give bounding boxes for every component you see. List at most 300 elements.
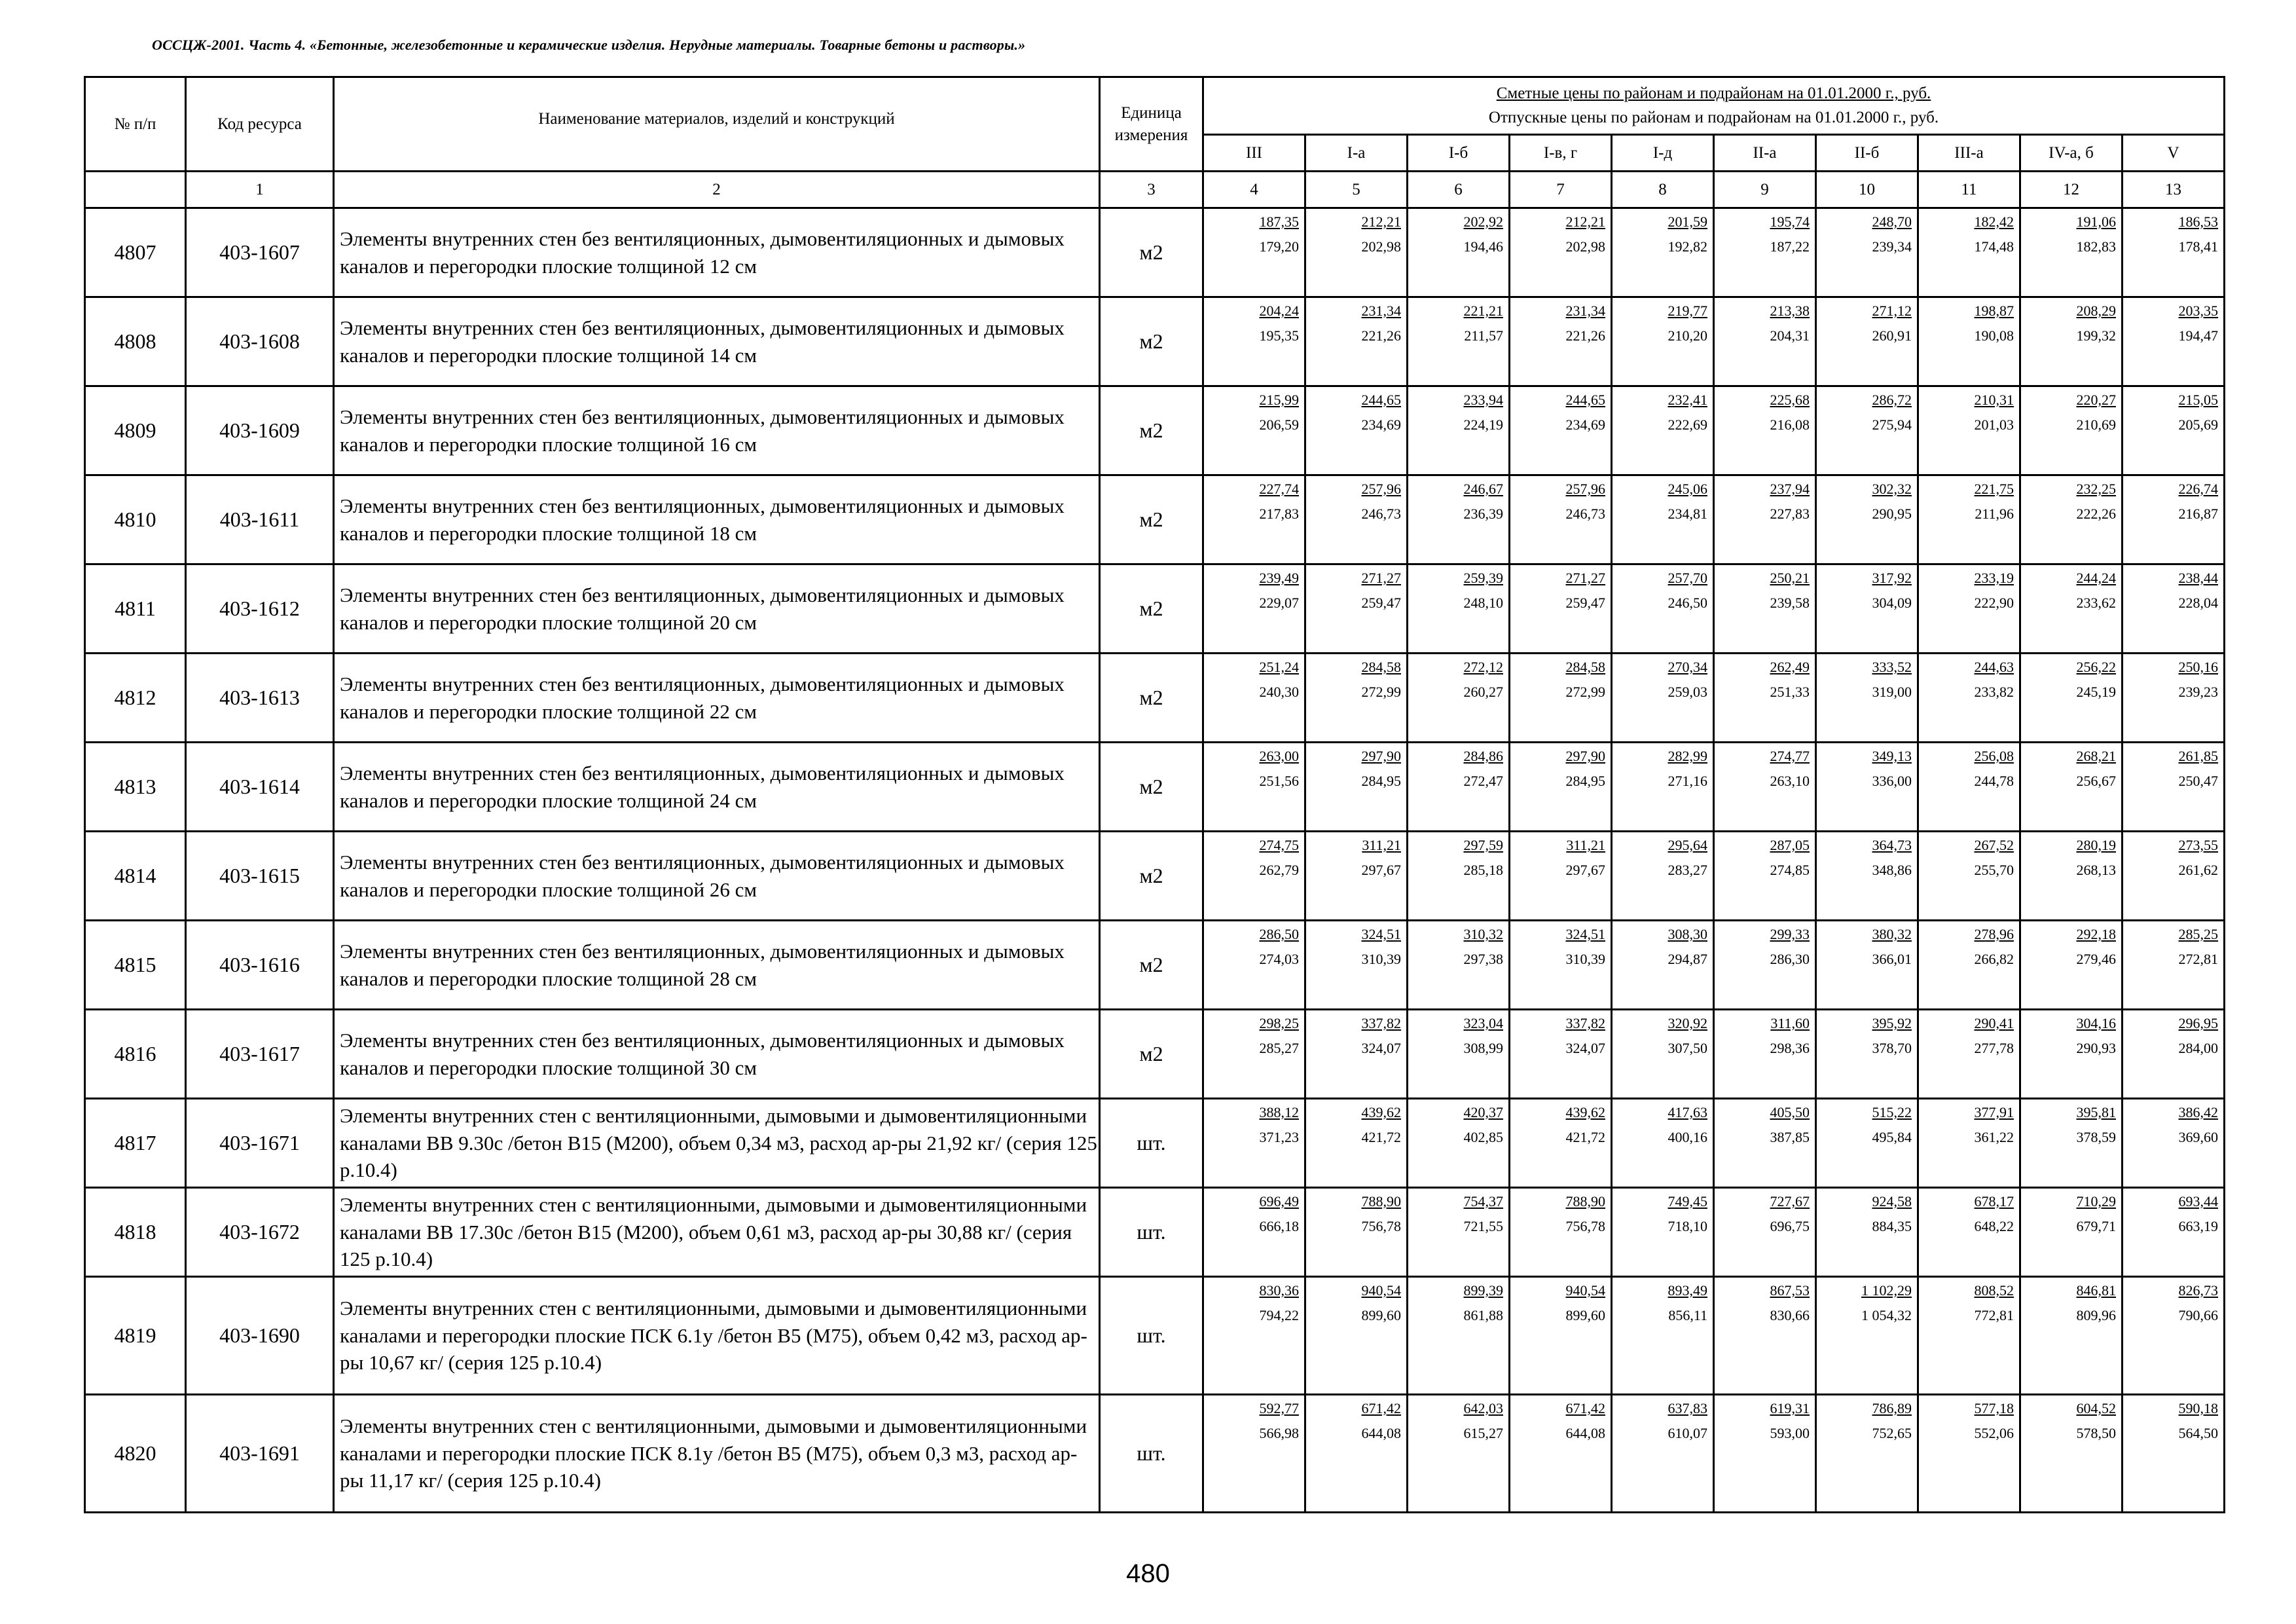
price-cell: [2123, 475, 2225, 564]
estimate-price: 788,90: [1565, 1193, 1605, 1209]
estimate-price: 244,63: [1974, 659, 2014, 675]
table-row: [85, 297, 2225, 386]
release-price: 290,93: [2076, 1039, 2116, 1056]
release-price: 202,98: [1565, 238, 1605, 255]
estimate-price: 285,25: [2178, 926, 2219, 942]
price-cell: [1918, 208, 2020, 297]
release-price: 644,08: [1361, 1424, 1401, 1441]
estimate-price: 271,27: [1565, 570, 1605, 586]
estimate-price: 388,12: [1259, 1104, 1299, 1120]
estimate-price: 310,32: [1463, 926, 1503, 942]
price-cell: [1305, 1099, 1408, 1188]
release-price: 272,81: [2178, 950, 2219, 967]
estimate-price: 284,86: [1463, 748, 1503, 764]
price-cell: [1203, 1395, 1305, 1513]
estimate-price: 867,53: [1770, 1282, 1810, 1299]
price-cell: [1918, 921, 2020, 1010]
estimate-price: 287,05: [1770, 837, 1810, 853]
release-price: 283,27: [1667, 861, 1707, 878]
price-cell: [1612, 297, 1714, 386]
release-price: 324,07: [1361, 1039, 1401, 1056]
price-cell: [2020, 1277, 2123, 1395]
region-header: II-а: [1714, 135, 1816, 172]
release-price: 187,22: [1770, 238, 1810, 255]
release-price: 274,85: [1770, 861, 1810, 878]
release-price: 222,26: [2076, 505, 2116, 522]
estimate-price: 187,35: [1259, 213, 1299, 230]
row-number: 4812: [85, 654, 186, 743]
estimate-price: 273,55: [2178, 837, 2219, 853]
table-row: [85, 1188, 2225, 1277]
estimate-price: 262,49: [1770, 659, 1810, 675]
price-cell: [1714, 208, 1816, 297]
estimate-price: 251,24: [1259, 659, 1299, 675]
price-cell: [1408, 297, 1510, 386]
release-price: 644,08: [1565, 1424, 1605, 1441]
price-cell: [1203, 297, 1305, 386]
release-price: 272,99: [1565, 683, 1605, 700]
release-price: 756,78: [1361, 1217, 1401, 1234]
release-price: 297,67: [1361, 861, 1401, 878]
estimate-price: 215,05: [2178, 392, 2219, 408]
estimate-price: 377,91: [1974, 1104, 2014, 1120]
price-cell: [2020, 297, 2123, 386]
row-number: 4816: [85, 1010, 186, 1099]
table-row: [85, 208, 2225, 297]
estimate-price: 250,16: [2178, 659, 2219, 675]
resource-code: 403-1617: [186, 1010, 334, 1099]
release-price: 371,23: [1259, 1128, 1299, 1145]
estimate-price: 405,50: [1770, 1104, 1810, 1120]
release-price: 260,91: [1872, 327, 1912, 344]
price-cell: [1612, 1099, 1714, 1188]
release-price: 275,94: [1872, 416, 1912, 433]
estimate-price: 290,41: [1974, 1015, 2014, 1031]
estimate-price: 256,22: [2076, 659, 2116, 675]
price-cell: [2020, 386, 2123, 475]
page-number: 480: [1126, 1559, 1170, 1588]
table-row: [85, 921, 2225, 1010]
estimate-price: 297,90: [1565, 748, 1605, 764]
price-cell: [1510, 743, 1612, 832]
table-row: [85, 1395, 2225, 1513]
release-price: 246,73: [1361, 505, 1401, 522]
price-cell: [1408, 386, 1510, 475]
price-cell: [2020, 564, 2123, 654]
price-cell: [1203, 1277, 1305, 1395]
price-cell: [1203, 1010, 1305, 1099]
unit-of-measure: м2: [1100, 386, 1203, 475]
price-cell: [1203, 743, 1305, 832]
unit-of-measure: шт.: [1100, 1395, 1203, 1513]
row-number: 4810: [85, 475, 186, 564]
release-price: 856,11: [1668, 1306, 1707, 1323]
release-price: 348,86: [1872, 861, 1912, 878]
estimate-price: 208,29: [2076, 303, 2116, 319]
material-name: Элементы внутренних стен без вентиляционных, дымовентиляционных и дымовых каналов и перегородки плоские толщиной 20 см: [334, 564, 1100, 654]
table-row: [85, 832, 2225, 921]
release-price: 268,13: [2076, 861, 2116, 878]
release-price: 721,55: [1463, 1217, 1503, 1234]
estimate-price: 246,67: [1463, 481, 1503, 497]
release-price: 239,23: [2178, 683, 2219, 700]
unit-of-measure: м2: [1100, 475, 1203, 564]
table-row: [85, 654, 2225, 743]
release-price: 809,96: [2076, 1306, 2116, 1323]
price-cell: [1612, 1188, 1714, 1277]
price-cell: [1408, 1099, 1510, 1188]
price-cell: [1918, 386, 2020, 475]
release-price: 378,70: [1872, 1039, 1912, 1056]
release-price: 294,87: [1667, 950, 1707, 967]
region-header: I-д: [1612, 135, 1714, 172]
estimate-price: 284,58: [1361, 659, 1401, 675]
price-table: [84, 76, 2225, 1513]
estimate-price: 439,62: [1361, 1104, 1401, 1120]
price-cell: [2123, 921, 2225, 1010]
price-cell: [1408, 564, 1510, 654]
price-cell: [1612, 208, 1714, 297]
material-name: Элементы внутренних стен без вентиляционных, дымовентиляционных и дымовых каналов и перегородки плоские толщиной 22 см: [334, 654, 1100, 743]
region-header: V: [2123, 135, 2225, 172]
price-cell: [1612, 743, 1714, 832]
estimate-price: 263,00: [1259, 748, 1299, 764]
column-number: 1: [186, 172, 334, 208]
price-cell: [1918, 475, 2020, 564]
release-price: 246,73: [1565, 505, 1605, 522]
release-price: 216,08: [1770, 416, 1810, 433]
price-cell: [1510, 1188, 1612, 1277]
material-name: Элементы внутренних стен без вентиляционных, дымовентиляционных и дымовых каналов и перегородки плоские толщиной 12 см: [334, 208, 1100, 297]
release-price: 899,60: [1361, 1306, 1401, 1323]
price-cell: [1816, 208, 1918, 297]
header-code: Код ресурса: [186, 77, 334, 172]
release-price: 336,00: [1872, 772, 1912, 789]
price-cell: [1714, 1188, 1816, 1277]
release-price: 179,20: [1259, 238, 1299, 255]
estimate-price: 940,54: [1361, 1282, 1401, 1299]
price-cell: [1510, 1099, 1612, 1188]
row-number: 4820: [85, 1395, 186, 1513]
estimate-price: 515,22: [1872, 1104, 1912, 1120]
price-cell: [1203, 1099, 1305, 1188]
release-price: 211,96: [1975, 505, 2014, 522]
release-price: 244,78: [1974, 772, 2014, 789]
estimate-price: 590,18: [2178, 1400, 2219, 1416]
region-header: II-б: [1816, 135, 1918, 172]
price-cell: [1918, 1395, 2020, 1513]
release-price: 240,30: [1259, 683, 1299, 700]
estimate-price: 239,49: [1259, 570, 1299, 586]
header-prices: [1203, 77, 2225, 135]
price-cell: [2020, 832, 2123, 921]
estimate-price: 244,65: [1361, 392, 1401, 408]
estimate-price: 380,32: [1872, 926, 1912, 942]
estimate-price: 678,17: [1974, 1193, 2014, 1209]
estimate-price: 220,27: [2076, 392, 2116, 408]
row-number: 4807: [85, 208, 186, 297]
price-cell: [1714, 921, 1816, 1010]
estimate-price: 259,39: [1463, 570, 1503, 586]
estimate-price: 219,77: [1667, 303, 1707, 319]
row-number: 4808: [85, 297, 186, 386]
material-name: Элементы внутренних стен без вентиляционных, дымовентиляционных и дымовых каналов и перегородки плоские толщиной 26 см: [334, 832, 1100, 921]
estimate-price: 349,13: [1872, 748, 1912, 764]
price-cell: [1305, 297, 1408, 386]
release-price: 199,32: [2076, 327, 2116, 344]
release-price: 194,47: [2178, 327, 2219, 344]
price-cell: [2123, 832, 2225, 921]
release-price: 211,57: [1464, 327, 1503, 344]
price-cell: [1918, 832, 2020, 921]
column-number: 9: [1714, 172, 1816, 208]
release-price: 285,27: [1259, 1039, 1299, 1056]
estimate-price: 231,34: [1565, 303, 1605, 319]
release-price: 402,85: [1463, 1128, 1503, 1145]
price-cell: [1918, 1010, 2020, 1099]
estimate-price: 295,64: [1667, 837, 1707, 853]
estimate-price: 298,25: [1259, 1015, 1299, 1031]
price-cell: [1510, 921, 1612, 1010]
estimate-price: 282,99: [1667, 748, 1707, 764]
price-cell: [1816, 1277, 1918, 1395]
price-cell: [1203, 386, 1305, 475]
row-number: 4819: [85, 1277, 186, 1395]
release-price: 298,36: [1770, 1039, 1810, 1056]
release-price: 261,62: [2178, 861, 2219, 878]
price-cell: [1612, 564, 1714, 654]
release-price: 227,83: [1770, 505, 1810, 522]
price-cell: [1305, 654, 1408, 743]
price-cell: [1203, 1188, 1305, 1277]
estimate-price: 577,18: [1974, 1400, 2014, 1416]
price-cell: [1816, 386, 1918, 475]
price-cell: [1408, 208, 1510, 297]
region-header: I-в, г: [1510, 135, 1612, 172]
price-cell: [1612, 832, 1714, 921]
price-cell: [2020, 1099, 2123, 1188]
estimate-price: 202,92: [1463, 213, 1503, 230]
price-cell: [1714, 654, 1816, 743]
row-number: 4809: [85, 386, 186, 475]
release-price: 233,62: [2076, 594, 2116, 611]
estimate-price: 198,87: [1974, 303, 2014, 319]
price-cell: [2123, 1395, 2225, 1513]
estimate-price: 204,24: [1259, 303, 1299, 319]
resource-code: 403-1611: [186, 475, 334, 564]
release-price: 233,82: [1974, 683, 2014, 700]
price-cell: [1510, 832, 1612, 921]
release-price: 262,79: [1259, 861, 1299, 878]
release-price: 228,04: [2178, 594, 2219, 611]
column-number: 10: [1816, 172, 1918, 208]
region-header: III: [1203, 135, 1305, 172]
release-price: 222,69: [1667, 416, 1707, 433]
release-price: 271,16: [1667, 772, 1707, 789]
estimate-price: 210,31: [1974, 392, 2014, 408]
table-row: [85, 1099, 2225, 1188]
estimate-price: 237,94: [1770, 481, 1810, 497]
price-cell: [2123, 1099, 2225, 1188]
estimate-price: 592,77: [1259, 1400, 1299, 1416]
estimate-price: 302,32: [1872, 481, 1912, 497]
release-price: 210,20: [1667, 327, 1707, 344]
estimate-price: 826,73: [2178, 1282, 2219, 1299]
release-price: 224,19: [1463, 416, 1503, 433]
estimate-price: 233,19: [1974, 570, 2014, 586]
price-cell: [1918, 564, 2020, 654]
estimate-price: 278,96: [1974, 926, 2014, 942]
estimate-price: 195,74: [1770, 213, 1810, 230]
estimate-price: 324,51: [1565, 926, 1605, 942]
estimate-price: 749,45: [1667, 1193, 1707, 1209]
column-number: 8: [1612, 172, 1714, 208]
column-number: 6: [1408, 172, 1510, 208]
region-header: I-б: [1408, 135, 1510, 172]
estimate-price: 320,92: [1667, 1015, 1707, 1031]
estimate-price: 261,85: [2178, 748, 2219, 764]
estimate-price: 231,34: [1361, 303, 1401, 319]
estimate-price: 221,21: [1463, 303, 1503, 319]
material-name: Элементы внутренних стен без вентиляционных, дымовентиляционных и дымовых каналов и перегородки плоские толщиной 28 см: [334, 921, 1100, 1010]
price-cell: [2020, 475, 2123, 564]
estimate-price: 212,21: [1565, 213, 1605, 230]
estimate-price: 710,29: [2076, 1193, 2116, 1209]
release-price: 310,39: [1565, 950, 1605, 967]
estimate-price: 311,21: [1566, 837, 1605, 853]
release-price: 679,71: [2076, 1217, 2116, 1234]
price-cell: [1918, 1099, 2020, 1188]
estimate-price: 893,49: [1667, 1282, 1707, 1299]
release-price: 718,10: [1667, 1217, 1707, 1234]
estimate-price: 696,49: [1259, 1193, 1299, 1209]
price-cell: [1816, 743, 1918, 832]
release-price: 366,01: [1872, 950, 1912, 967]
price-cell: [1408, 1188, 1510, 1277]
estimate-price: 417,63: [1667, 1104, 1707, 1120]
price-cell: [1714, 1099, 1816, 1188]
region-header: I-а: [1305, 135, 1408, 172]
price-cell: [2123, 208, 2225, 297]
estimate-price: 1 102,29: [1861, 1282, 1912, 1299]
release-price: 221,26: [1361, 327, 1401, 344]
estimate-price: 297,90: [1361, 748, 1401, 764]
price-cell: [1714, 475, 1816, 564]
estimate-price: 292,18: [2076, 926, 2116, 942]
unit-of-measure: м2: [1100, 297, 1203, 386]
estimate-price: 238,44: [2178, 570, 2219, 586]
price-cell: [1816, 1010, 1918, 1099]
column-number: 4: [1203, 172, 1305, 208]
release-price: 239,34: [1872, 238, 1912, 255]
estimate-price: 245,06: [1667, 481, 1707, 497]
material-name: Элементы внутренних стен с вентиляционными, дымовыми и дымовентиляционными каналами и перегородки плоские ПСК 6.1у /бетон В5 (М75), объем 0,42 м3, расход ар-ры 10,67 кг/ (серия 125 р.10.4): [334, 1277, 1100, 1395]
estimate-price: 244,24: [2076, 570, 2116, 586]
release-price: 236,39: [1463, 505, 1503, 522]
price-cell: [1612, 386, 1714, 475]
row-number: 4817: [85, 1099, 186, 1188]
release-price: 285,18: [1463, 861, 1503, 878]
unit-of-measure: м2: [1100, 921, 1203, 1010]
release-price: 255,70: [1974, 861, 2014, 878]
price-cell: [2020, 921, 2123, 1010]
table-row: [85, 743, 2225, 832]
price-cell: [1305, 475, 1408, 564]
price-cell: [1510, 1010, 1612, 1099]
region-header: III-а: [1918, 135, 2020, 172]
row-number: 4815: [85, 921, 186, 1010]
release-price: 1 054,32: [1861, 1306, 1912, 1323]
price-cell: [1510, 208, 1612, 297]
estimate-price: 233,94: [1463, 392, 1503, 408]
price-cell: [1203, 654, 1305, 743]
resource-code: 403-1615: [186, 832, 334, 921]
unit-of-measure: м2: [1100, 208, 1203, 297]
unit-of-measure: шт.: [1100, 1277, 1203, 1395]
estimate-price: 232,25: [2076, 481, 2116, 497]
release-price: 284,95: [1361, 772, 1401, 789]
release-price: 256,67: [2076, 772, 2116, 789]
estimate-price: 830,36: [1259, 1282, 1299, 1299]
estimate-price: 899,39: [1463, 1282, 1503, 1299]
material-name: Элементы внутренних стен без вентиляционных, дымовентиляционных и дымовых каналов и перегородки плоские толщиной 24 см: [334, 743, 1100, 832]
column-numbers-row: [85, 172, 2225, 208]
material-name: Элементы внутренних стен с вентиляционными, дымовыми и дымовентиляционными каналами ВВ 9.30с /бетон В15 (М200), объем 0,34 м3, расход ар-ры 21,92 кг/ (серия 125 р.10.4): [334, 1099, 1100, 1188]
estimate-price: 311,60: [1770, 1015, 1810, 1031]
resource-code: 403-1671: [186, 1099, 334, 1188]
release-price: 297,67: [1565, 861, 1605, 878]
price-cell: [1305, 743, 1408, 832]
resource-code: 403-1616: [186, 921, 334, 1010]
release-price: 615,27: [1463, 1424, 1503, 1441]
price-cell: [1612, 1395, 1714, 1513]
release-price: 884,35: [1872, 1217, 1912, 1234]
release-price: 229,07: [1259, 594, 1299, 611]
release-price: 790,66: [2178, 1306, 2219, 1323]
estimate-price: 386,42: [2178, 1104, 2219, 1120]
release-price: 794,22: [1259, 1306, 1299, 1323]
column-number: 11: [1918, 172, 2020, 208]
price-cell: [1203, 921, 1305, 1010]
release-price: 221,26: [1565, 327, 1605, 344]
price-cell: [2020, 1010, 2123, 1099]
price-cell: [1612, 1277, 1714, 1395]
price-cell: [1612, 654, 1714, 743]
column-number: 7: [1510, 172, 1612, 208]
price-cell: [2020, 1395, 2123, 1513]
price-cell: [2020, 1188, 2123, 1277]
unit-of-measure: шт.: [1100, 1099, 1203, 1188]
table-row: [85, 564, 2225, 654]
release-price: 216,87: [2178, 505, 2219, 522]
estimate-price: 296,95: [2178, 1015, 2219, 1031]
price-cell: [1305, 208, 1408, 297]
estimate-price: 788,90: [1361, 1193, 1401, 1209]
price-cell: [1918, 1277, 2020, 1395]
estimate-price: 297,59: [1463, 837, 1503, 853]
price-cell: [1203, 564, 1305, 654]
estimate-price: 299,33: [1770, 926, 1810, 942]
estimate-price: 619,31: [1770, 1400, 1810, 1416]
price-cell: [1408, 743, 1510, 832]
material-name: Элементы внутренних стен без вентиляционных, дымовентиляционных и дымовых каналов и перегородки плоские толщиной 30 см: [334, 1010, 1100, 1099]
release-price: 251,33: [1770, 683, 1810, 700]
estimate-price: 671,42: [1565, 1400, 1605, 1416]
price-cell: [2123, 1277, 2225, 1395]
estimate-price: 225,68: [1770, 392, 1810, 408]
price-cell: [1816, 297, 1918, 386]
release-price: 756,78: [1565, 1217, 1605, 1234]
